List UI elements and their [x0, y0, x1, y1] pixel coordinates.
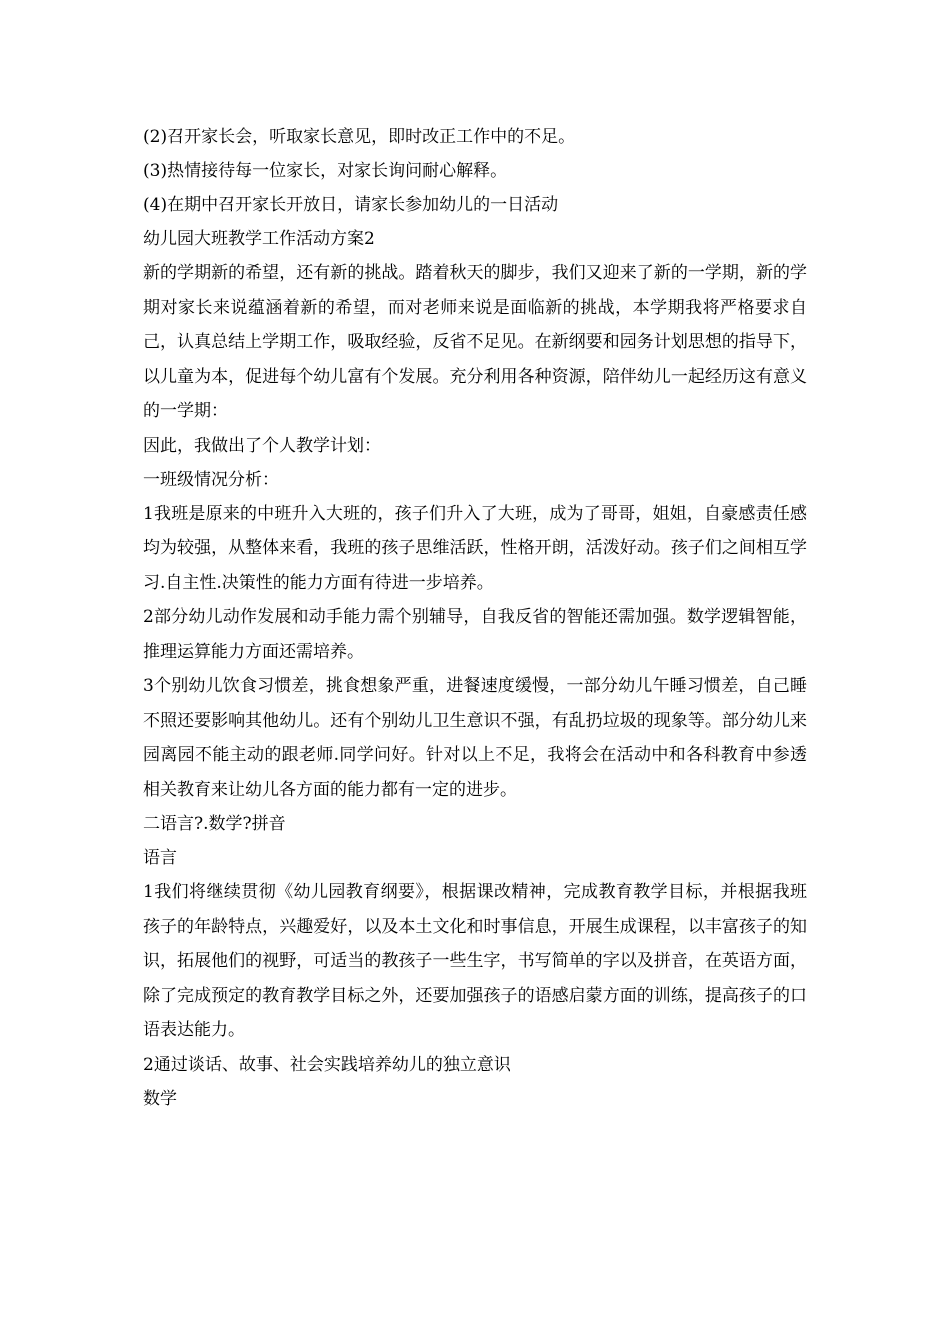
document-body: [143, 120, 807, 1116]
language-item-1: 1我们将继续贯彻《幼儿园教育纲要》，根据课改精神，完成教育教学目标，并根据我班孩子的年龄特点，兴趣爱好，以及本土文化和时事信息，开展生成课程，以丰富孩子的知识，拓展他们的视野，可适当的教孩子一些生字，书写简单的字以及拼音，在英语方面，除了完成预定的教育教学目标之外，还要加强孩子的语感启蒙方面的训练，提高孩子的口语表达能力。: [143, 882, 807, 1040]
language-item-2: 2通过谈话、故事、社会实践培养幼儿的独立意识: [143, 1054, 511, 1075]
subheading-language: 语言: [143, 848, 177, 868]
section-heading-class-analysis: 一班级情况分析：: [143, 469, 279, 490]
analysis-item-1: 1我班是原来的中班升入大班的，孩子们升入了大班，成为了哥哥，姐姐，自豪感责任感均为较强，从整体来看，我班的孩子思维活跃，性格开朗，活泼好动。孩子们之间相互学习.自主性.决策性的能力方面有待进一步培养。: [143, 503, 807, 593]
text-line-2: (2)召开家长会，听取家长意见，即时改正工作中的不足。: [143, 127, 576, 147]
text-line-4: (4)在期中召开家长开放日，请家长参加幼儿的一日活动: [143, 195, 559, 215]
plan-title: 幼儿园大班教学工作活动方案2: [143, 229, 375, 249]
plan-line: 因此，我做出了个人教学计划：: [143, 435, 381, 456]
section-heading-subjects: 二语言?.数学?拼音: [143, 814, 286, 834]
analysis-item-3: 3个别幼儿饮食习惯差，挑食想象严重，进餐速度缓慢，一部分幼儿午睡习惯差，自己睡不照还要影响其他幼儿。还有个别幼儿卫生意识不强，有乱扔垃圾的现象等。部分幼儿来园离园不能主动的跟老师.同学问好。针对以上不足，我将会在活动中和各科教育中参透相关教育来让幼儿各方面的能力都有一定的进步。: [143, 676, 807, 800]
analysis-item-2: 2部分幼儿动作发展和动手能力需个别辅导，自我反省的智能还需加强。数学逻辑智能，推理运算能力方面还需培养。: [143, 607, 807, 662]
subheading-math: 数学: [143, 1088, 177, 1109]
text-line-3: (3)热情接待每一位家长，对家长询问耐心解释。: [143, 161, 508, 181]
intro-paragraph: 新的学期新的希望，还有新的挑战。踏着秋天的脚步，我们又迎来了新的一学期，新的学期对家长来说蕴涵着新的希望，而对老师来说是面临新的挑战，本学期我将严格要求自己，认真总结上学期工作，吸取经验，反省不足见。在新纲要和园务计划思想的指导下，以儿童为本，促进每个幼儿富有个发展。充分利用各种资源，陪伴幼儿一起经历这有意义的一学期：: [143, 263, 807, 421]
